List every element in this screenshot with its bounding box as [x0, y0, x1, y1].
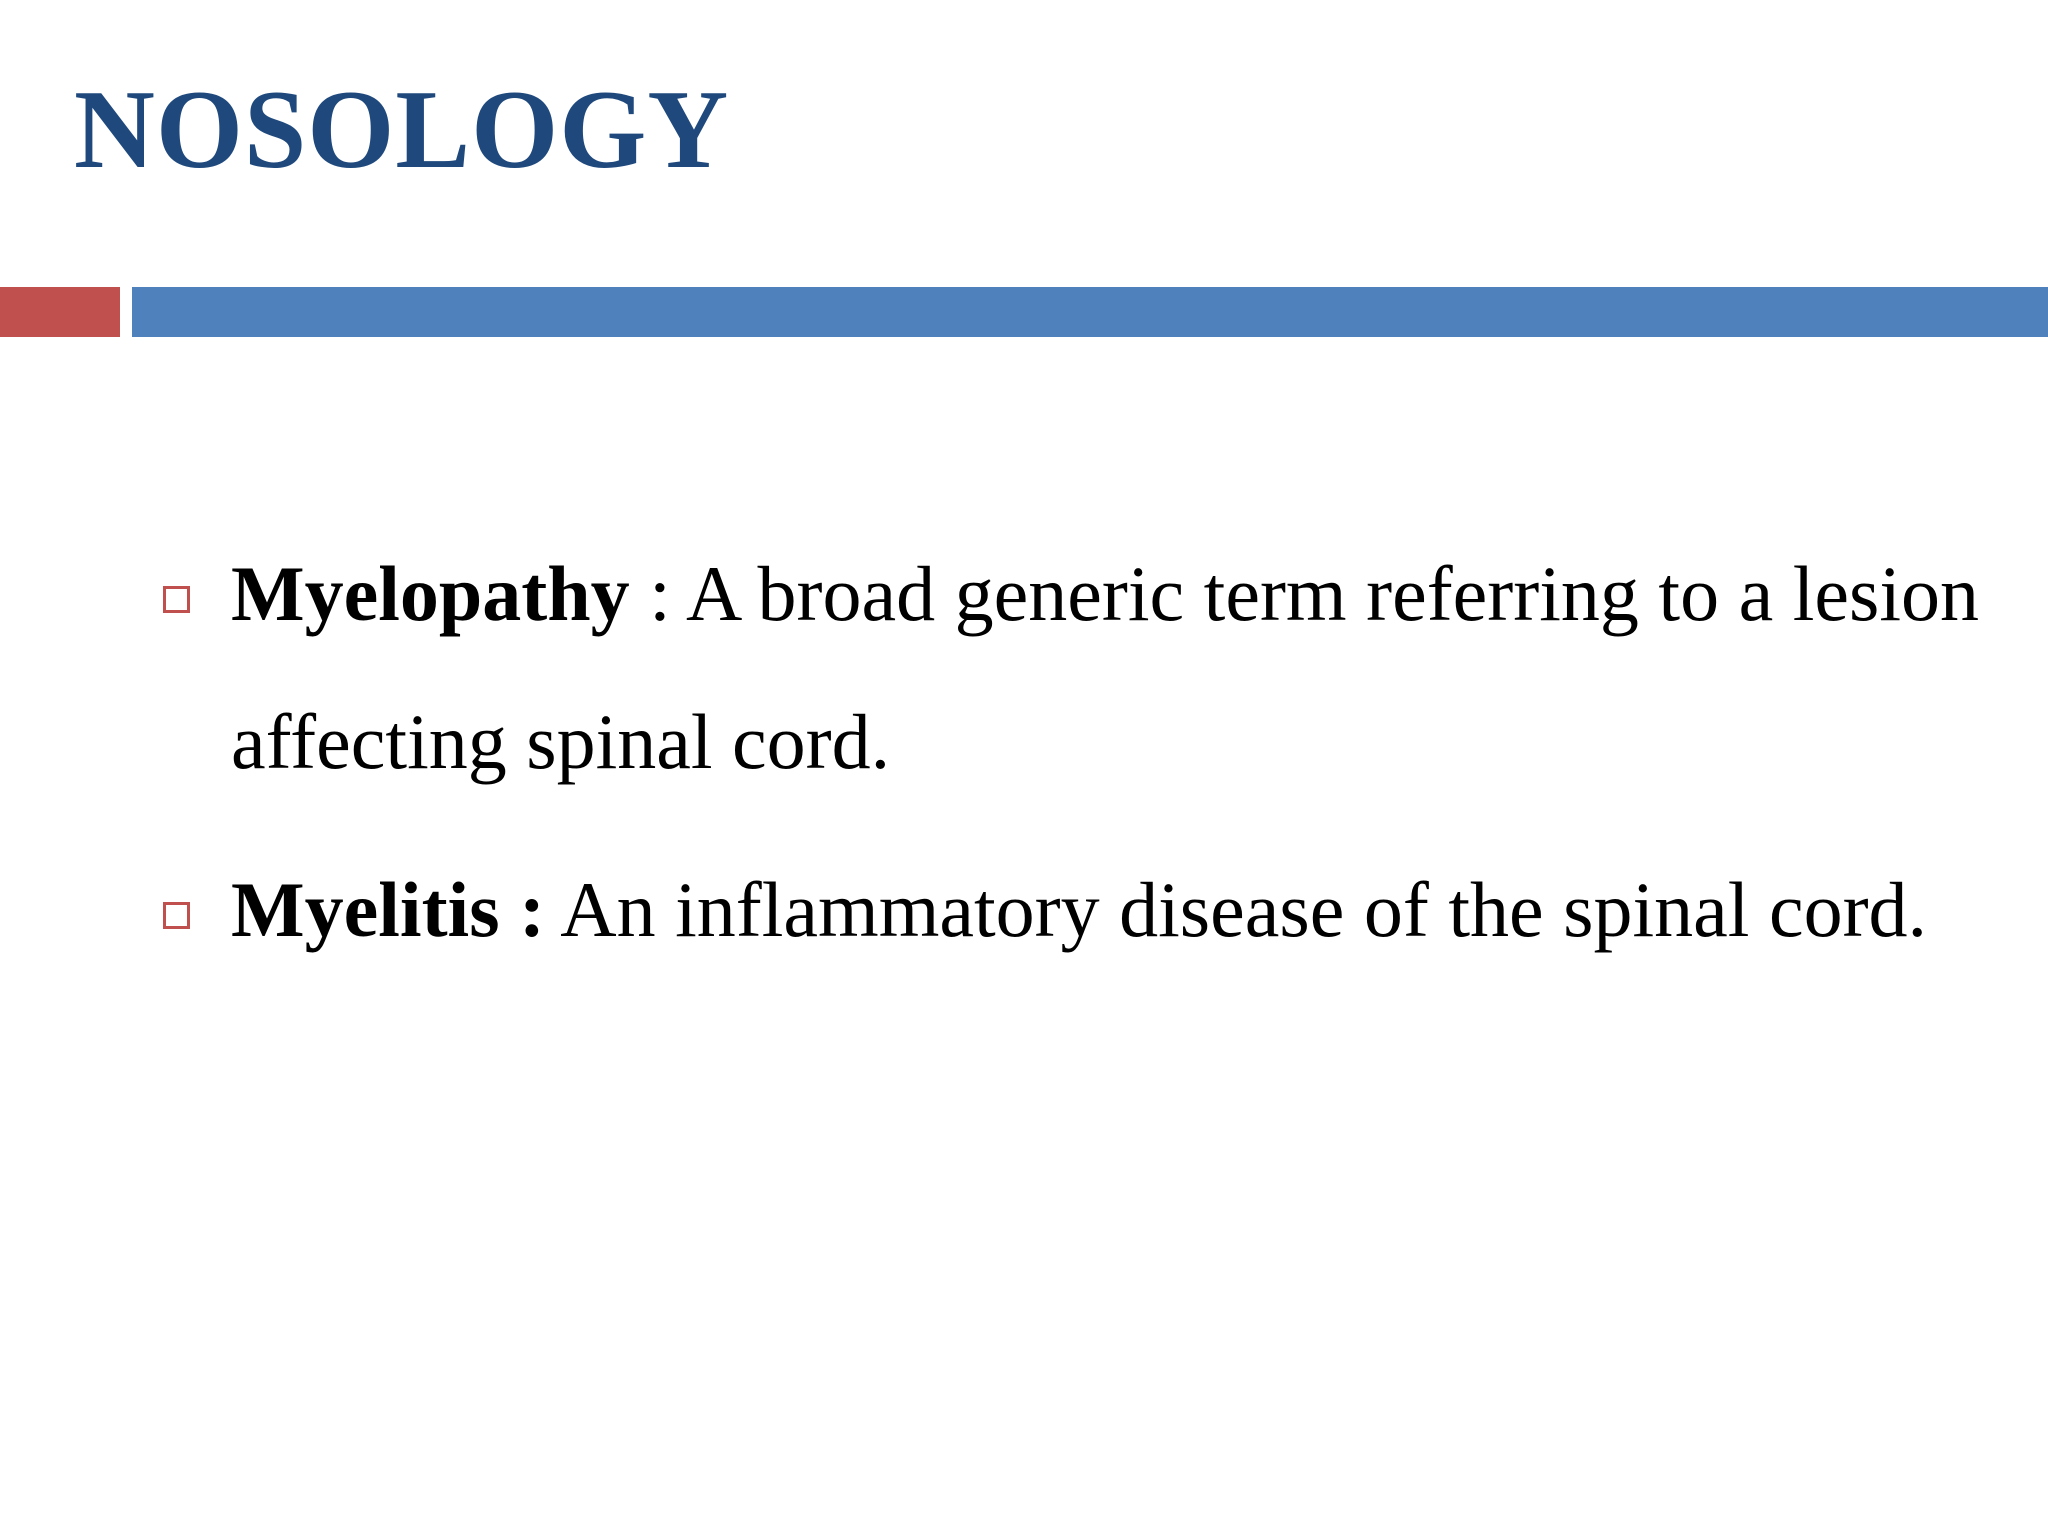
separator — [545, 866, 560, 953]
hollow-square-icon — [163, 902, 190, 929]
bullet-item-myelopathy — [160, 520, 1980, 816]
accent-bar-red — [0, 287, 120, 337]
definition-myelitis: An inflammatory disease of the spinal cord. — [560, 866, 1928, 953]
definition-myelopathy: A broad generic term referring to a lesion affecting spinal cord. — [231, 550, 1980, 785]
separator: : — [629, 550, 687, 637]
accent-bar-blue — [132, 287, 2048, 337]
slide-title: NOSOLOGY — [74, 68, 730, 192]
term-myelopathy: Myelopathy — [231, 550, 630, 637]
bullet-item-myelitis — [160, 836, 1980, 984]
bullet-list — [160, 520, 1980, 1004]
term-myelitis: Myelitis : — [231, 866, 546, 953]
hollow-square-icon — [163, 586, 190, 613]
